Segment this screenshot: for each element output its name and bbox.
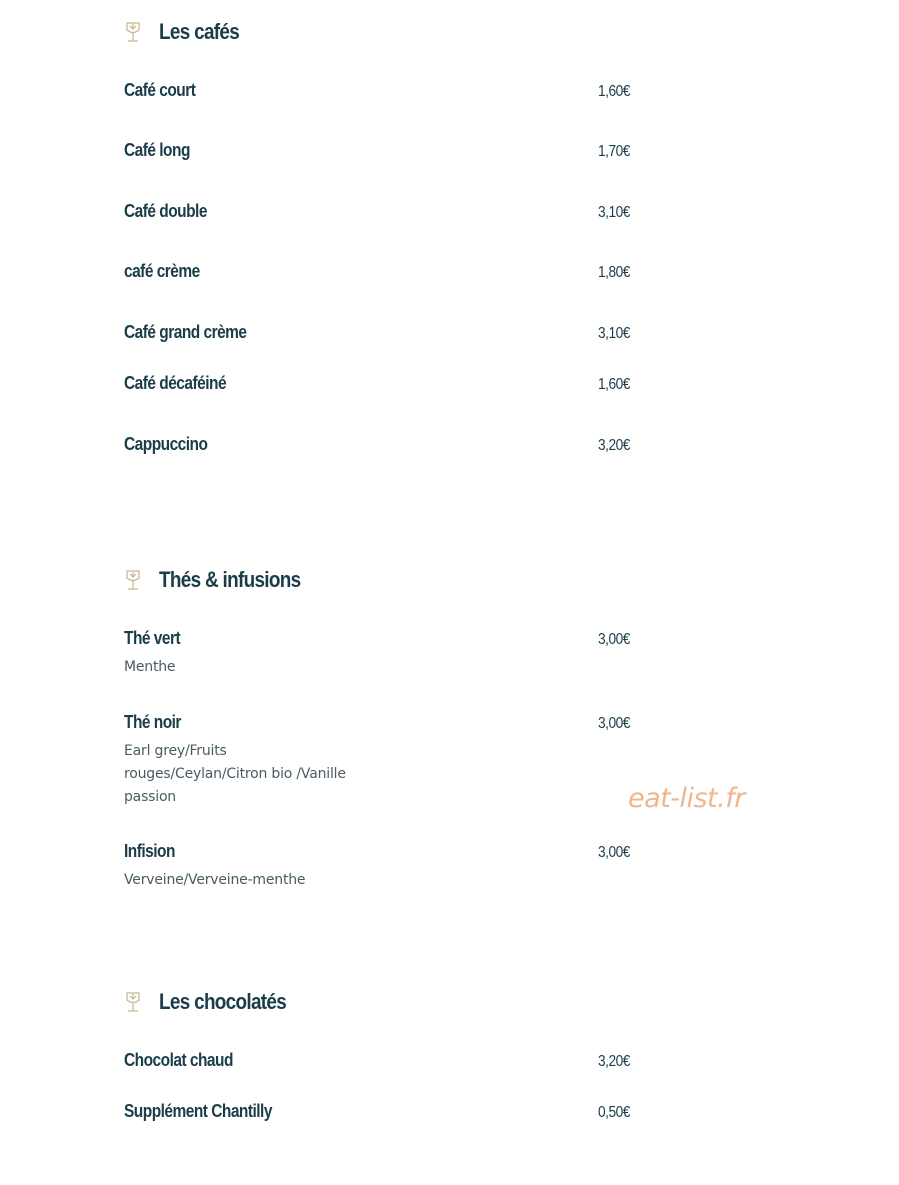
section-title-thes: [124, 567, 323, 593]
item-price: 3,00€: [598, 715, 630, 732]
item-name: Supplément Chantilly: [124, 1101, 272, 1121]
item-price: 1,70€: [598, 143, 630, 160]
item-name: Café court: [124, 80, 196, 100]
item-name: Chocolat chaud: [124, 1050, 233, 1070]
section-title-cafes: [124, 19, 252, 45]
item-price: 3,10€: [598, 204, 630, 221]
item-description: Menthe: [124, 659, 176, 675]
item-name: Café grand crème: [124, 322, 247, 342]
tree-icon: [124, 568, 142, 592]
item-price: 3,10€: [598, 325, 630, 342]
item-price: 1,60€: [598, 376, 630, 393]
watermark: eat-list.fr: [628, 783, 745, 814]
item-price: 1,60€: [598, 83, 630, 100]
item-price: 3,00€: [598, 631, 630, 648]
item-name: Thé noir: [124, 712, 181, 732]
item-name: Café décaféiné: [124, 373, 227, 393]
item-price: 3,20€: [598, 1053, 630, 1070]
item-price: 0,50€: [598, 1104, 630, 1121]
item-description: Verveine/Verveine-menthe: [124, 872, 306, 888]
section-label: Thés & infusions: [159, 567, 301, 592]
section-label: Les cafés: [159, 19, 240, 44]
item-name: Cappuccino: [124, 434, 208, 454]
item-price: 1,80€: [598, 264, 630, 281]
item-name: café crème: [124, 261, 200, 281]
section-label: Les chocolatés: [159, 989, 287, 1014]
tree-icon: [124, 990, 142, 1014]
item-price: 3,00€: [598, 844, 630, 861]
item-name: Café long: [124, 140, 190, 160]
item-price: 3,20€: [598, 437, 630, 454]
item-name: Café double: [124, 201, 207, 221]
item-name: Thé vert: [124, 628, 181, 648]
section-title-chocolates: [124, 989, 307, 1015]
item-name: Infision: [124, 841, 175, 861]
item-description: Earl grey/Fruits rouges/Ceylan/Citron bio /Vanille passion: [124, 743, 346, 805]
tree-icon: [124, 20, 142, 44]
